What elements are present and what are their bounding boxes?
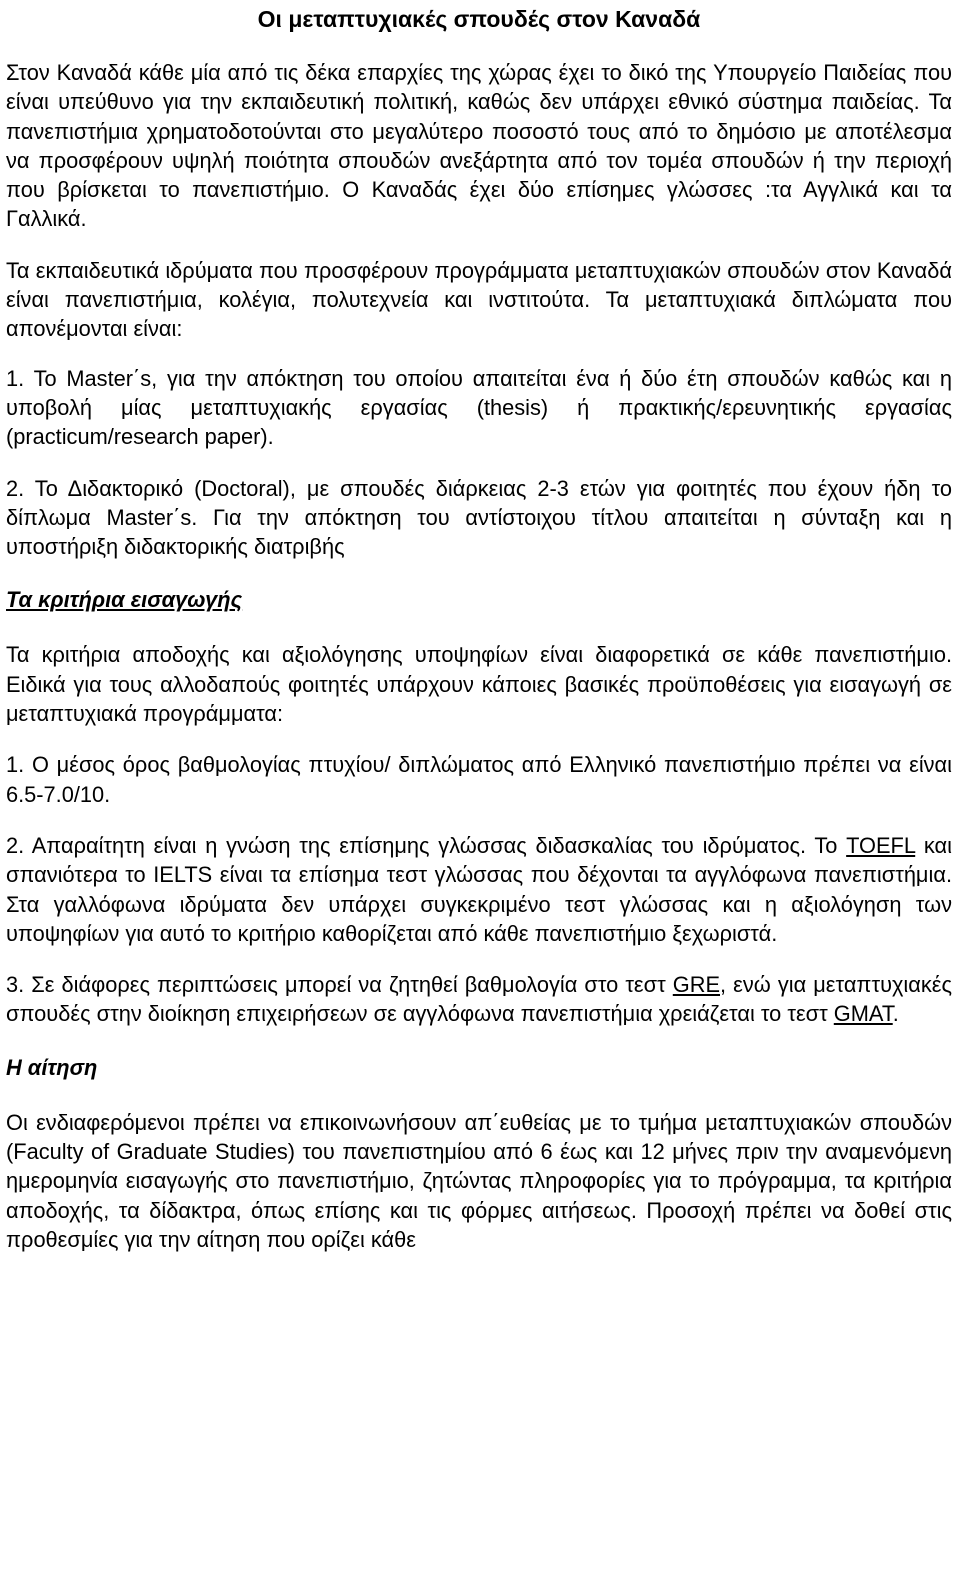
criterion-3-paragraph (6, 970, 952, 1029)
page-title: Οι μεταπτυχιακές σπουδές στον Καναδά (257, 6, 701, 32)
toefl-link[interactable]: TOEFL (846, 832, 916, 858)
criteria-intro-paragraph: Τα κριτήρια αποδοχής και αξιολόγησης υποψηφίων είναι διαφορετικά σε κάθε πανεπιστήμιο. Ειδικά για τους αλλοδαπούς φοιτητές υπάρχουν κάποιες βασικές προϋποθέσεις για εισαγωγή σε μεταπτυχιακά προγράμματα: (6, 642, 952, 727)
intro-paragraph: Στον Καναδά κάθε μία από τις δέκα επαρχίες της χώρας έχει το δικό της Υπουργείο Παιδείας που είναι υπεύθυνο για την εκπαιδευτική πολιτική, καθώς δεν υπάρχει εθνικό σύστημα παιδείας. Τα πανεπιστήμια χρηματοδοτούνται στο μεγαλύτερο ποσοστό τους από το δημόσιο με αποτέλεσμα να προσφέρουν υψηλή ποιότητα σπουδών ανεξάρτητα από τον τομέα σπουδών ή την περιοχή που βρίσκεται το πανεπιστήμιο. Ο Καναδάς έχει δύο επίσημες γλώσσες :τα Αγγλικά και τα Γαλλικά. (6, 60, 952, 232)
degree-doctoral-paragraph: 2. Το Διδακτορικό (Doctoral), με σπουδές διάρκειας 2-3 ετών για φοιτητές που έχουν ήδη το δίπλωμα Master΄s. Για την απόκτηση του αντίστοιχου τίτλου απαιτείται η σύνταξη και η υποστήριξη διδακτορικής διατριβής (6, 475, 952, 560)
criterion-3-text-before: 3. Σε διάφορες περιπτώσεις μπορεί να ζητηθεί βαθμολογία στο τεστ (6, 972, 673, 998)
degree-masters-paragraph: 1. Το Master΄s, για την απόκτηση του οποίου απαιτείται ένα ή δύο έτη σπουδών καθώς και η υποβολή μίας μεταπτυχιακής εργασίας (thesis) ή πρακτικής/ερευνητικής εργασίας (practicum/research paper). (6, 365, 952, 450)
application-heading: Η αίτηση (6, 1054, 98, 1080)
gmat-link[interactable]: GMAT (833, 1001, 893, 1027)
criterion-2-text-after: και σπανιότερα το IELTS είναι τα επίσημα τεστ γλώσσας που δέχονται τα αγγλόφωνα πανεπιστήμια. Στα γαλλόφωνα ιδρύματα δεν υπάρχει συγκεκριμένο τεστ γλώσσας και η αξιολόγηση των υποψηφίων για αυτό το κριτήριο καθορίζεται από κάθε πανεπιστήμιο ξεχωριστά. (6, 832, 952, 946)
criterion-2-paragraph (6, 831, 952, 948)
criterion-2-text-before: 2. Απαραίτητη είναι η γνώση της επίσημης γλώσσας διδασκαλίας του ιδρύματος. Το (6, 832, 847, 858)
application-paragraph: Οι ενδιαφερόμενοι πρέπει να επικοινωνήσουν απ΄ευθείας με το τμήμα μεταπτυχιακών σπουδών (Faculty of Graduate Studies) του πανεπιστημίου από 6 έως και 12 μήνες πριν την αναμενόμενη ημερομηνία εισαγωγής στο πανεπιστήμιο, ζητώντας πληροφορίες για το πρόγραμμα, τα κριτήρια αποδοχής, τα δίδακτρα, όπως επίσης και τις φόρμες αιτήσεως. Προσοχή πρέπει να δοθεί στις προθεσμίες για την αίτηση που ορίζει κάθε (6, 1109, 952, 1252)
criteria-heading: Τα κριτήρια εισαγωγής (6, 587, 243, 613)
document-page (6, 0, 952, 1254)
institutions-paragraph: Τα εκπαιδευτικά ιδρύματα που προσφέρουν προγράμματα μεταπτυχιακών σπουδών στον Καναδά είναι πανεπιστήμια, κολέγια, πολυτεχνεία και ινστιτούτα. Τα μεταπτυχιακά διπλώματα που απονέμονται είναι: (6, 257, 952, 342)
criterion-3-text-middle: , ενώ για μεταπτυχιακές σπουδές στην διοίκηση επιχειρήσεων σε αγγλόφωνα πανεπιστήμια χρειάζεται το τεστ (6, 972, 952, 1027)
gre-link[interactable]: GRE (672, 972, 721, 998)
criterion-3-text-after: . (892, 1001, 899, 1027)
criterion-1-paragraph: 1. Ο μέσος όρος βαθμολογίας πτυχίου/ διπλώματος από Ελληνικό πανεπιστήμιο πρέπει να είναι 6.5-7.0/10. (6, 752, 952, 807)
